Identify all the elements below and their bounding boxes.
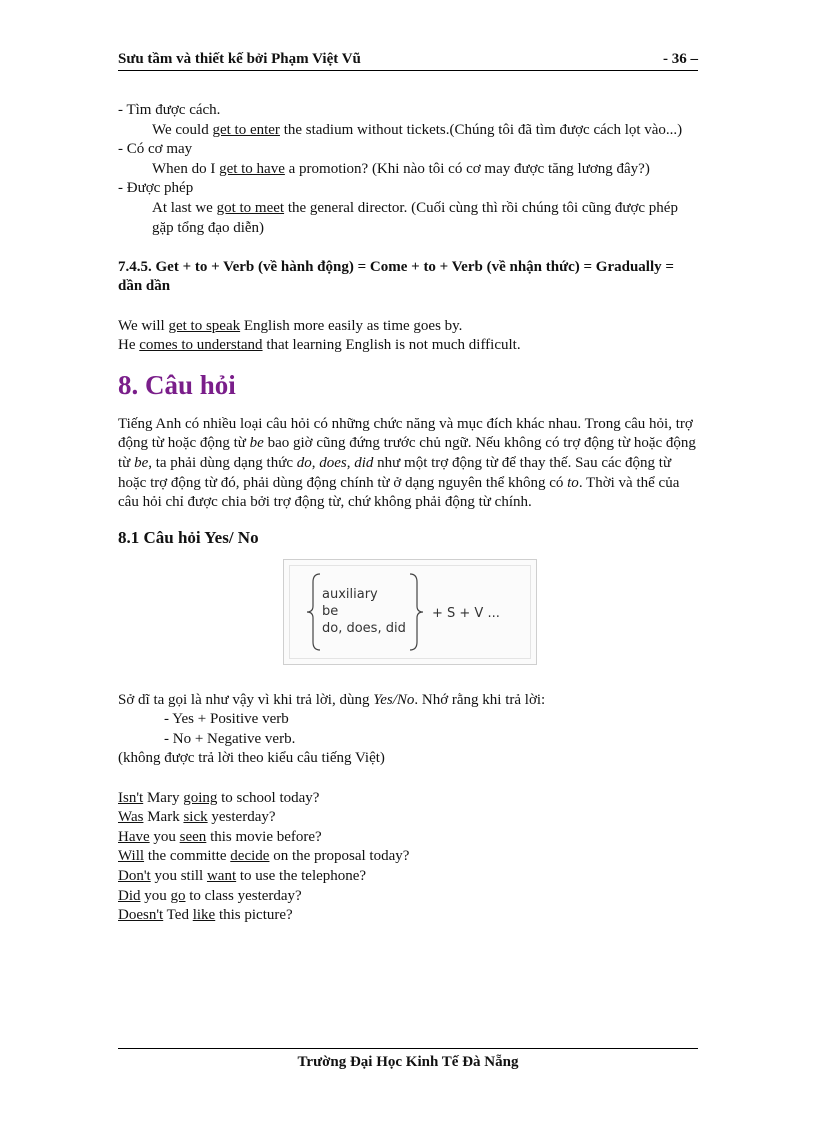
example-sentence	[118, 317, 698, 337]
usage-label: - Được phép	[118, 180, 194, 197]
example-phrase: comes to understand	[139, 337, 263, 354]
usage-example	[118, 199, 698, 238]
explain-text: . Nhớ rằng khi trả lời:	[414, 691, 546, 708]
example-text: the stadium without tickets.(Chúng tôi đã tìm được cách lọt vào...)	[279, 121, 683, 138]
q-text: Ted	[163, 907, 193, 924]
example-phrase: get to have	[219, 160, 285, 177]
example-text: We will	[118, 317, 169, 334]
example-text: He	[118, 337, 140, 354]
section-heading-745: 7.4.5. Get + to + Verb (về hành động) = Come + to + Verb (về nhận thức) = Gradually = dần dần	[118, 258, 674, 295]
q-text: you still	[150, 868, 207, 885]
answer-rule: - No + Negative verb.	[164, 730, 296, 747]
usage-label: - Tìm được cách.	[118, 102, 221, 118]
q-aux: Was	[118, 809, 144, 826]
q-text: Mark	[143, 809, 184, 826]
q-verb: going	[183, 789, 218, 806]
example-text: We could	[152, 121, 213, 138]
formula-option: auxiliary	[322, 586, 378, 602]
q-aux: Doesn't	[118, 907, 164, 924]
question-example	[118, 847, 698, 867]
intro-italic: do	[296, 454, 312, 471]
intro-text: ,	[346, 454, 355, 471]
intro-text: Tiếng Anh có nhiều loại câu hỏi có những chức năng và mục đích khác nhau. Trong câu hỏi, trợ động từ hoặc động từ	[118, 415, 693, 452]
q-verb: like	[192, 907, 216, 924]
example-phrase: get to speak	[168, 317, 241, 334]
q-text: yesterday?	[207, 809, 276, 826]
formula-option: be	[322, 603, 339, 619]
q-verb: want	[206, 868, 237, 885]
intro-italic: does	[319, 454, 347, 471]
explain-text: Sở dĩ ta gọi là như vậy vì khi trả lời, dùng	[118, 691, 374, 708]
question-example	[118, 828, 698, 848]
answer-rule: - Yes + Positive verb	[164, 711, 289, 728]
chapter-title: 8. Câu hỏi	[118, 369, 236, 400]
question-example	[118, 887, 698, 907]
usage-example	[118, 121, 698, 141]
example-phrase: got to meet	[216, 199, 285, 216]
q-aux: Did	[118, 887, 141, 904]
intro-text: ,	[311, 454, 320, 471]
intro-text: . Thời và thể của câu hỏi chỉ được chia bởi trợ động từ, chứ không phải động từ chính.	[118, 474, 680, 511]
intro-text: bao giờ cũng đứng trước chủ ngữ. Nếu không có trợ động từ hoặc động từ	[118, 435, 696, 471]
q-aux: Isn't	[118, 789, 144, 806]
explain-italic: Yes/No	[373, 691, 415, 708]
question-example	[118, 867, 698, 887]
q-text: Mary	[143, 789, 184, 806]
header-author: Sưu tầm và thiết kế bởi Phạm Việt Vũ	[118, 51, 361, 67]
intro-italic: be	[249, 435, 264, 452]
usage-example	[118, 160, 698, 180]
section-heading-81: 8.1 Câu hỏi Yes/ No	[118, 527, 259, 547]
q-text: to class yesterday?	[185, 887, 302, 904]
q-aux: Have	[118, 828, 150, 845]
q-text: this movie before?	[206, 828, 322, 845]
example-text: the general director. (Cuối cùng thì rồi chúng tôi cũng được phép gặp tổng đạo diễn)	[152, 199, 678, 236]
yes-no-explanation	[118, 691, 698, 711]
q-text: you	[149, 828, 180, 845]
intro-text: như một trợ động từ để thay thế. Sau các động từ hoặc trợ động từ đó, phải dùng động chính từ ở dạng nguyên thể không có	[118, 454, 672, 491]
q-text: to use the telephone?	[236, 868, 367, 885]
page-footer: Trường Đại Học Kinh Tế Đà Nẵng	[118, 1048, 698, 1071]
intro-italic: to	[567, 474, 579, 491]
q-aux: Don't	[118, 868, 151, 885]
q-text: to school today?	[217, 789, 320, 806]
question-example	[118, 789, 698, 809]
usage-label: - Có cơ may	[118, 141, 193, 158]
intro-italic: be	[134, 454, 149, 471]
page-content	[118, 101, 698, 926]
q-verb: seen	[179, 828, 207, 845]
intro-italic: did	[354, 454, 374, 471]
example-text: When do I	[152, 160, 220, 177]
page-header	[118, 50, 698, 71]
question-example	[118, 808, 698, 828]
q-verb: sick	[183, 809, 208, 826]
q-aux: Will	[118, 848, 145, 865]
formula-rest: + S + V ...	[432, 605, 500, 621]
question-example	[118, 906, 698, 926]
example-text: that learning English is not much difficult.	[262, 337, 521, 354]
example-text: a promotion? (Khi nào tôi có cơ may được tăng lương đây?)	[284, 160, 650, 177]
example-text: English more easily as time goes by.	[240, 317, 463, 334]
formula-option: do, does, did	[322, 620, 406, 636]
q-text: the committe	[144, 848, 231, 865]
q-text: on the proposal today?	[269, 848, 410, 865]
page-number: - 36 –	[663, 51, 698, 67]
chapter-intro	[118, 415, 698, 513]
q-text: you	[140, 887, 171, 904]
answer-note: (không được trả lời theo kiểu câu tiếng Việt)	[118, 750, 385, 767]
q-text: this picture?	[215, 907, 293, 924]
intro-text: , ta phải dùng dạng thức	[148, 454, 297, 471]
formula-box	[283, 559, 537, 665]
example-sentence	[118, 336, 698, 356]
q-verb: decide	[230, 848, 270, 865]
q-verb: go	[170, 887, 186, 904]
example-text: At last we	[152, 199, 217, 216]
example-phrase: get to enter	[212, 121, 280, 138]
